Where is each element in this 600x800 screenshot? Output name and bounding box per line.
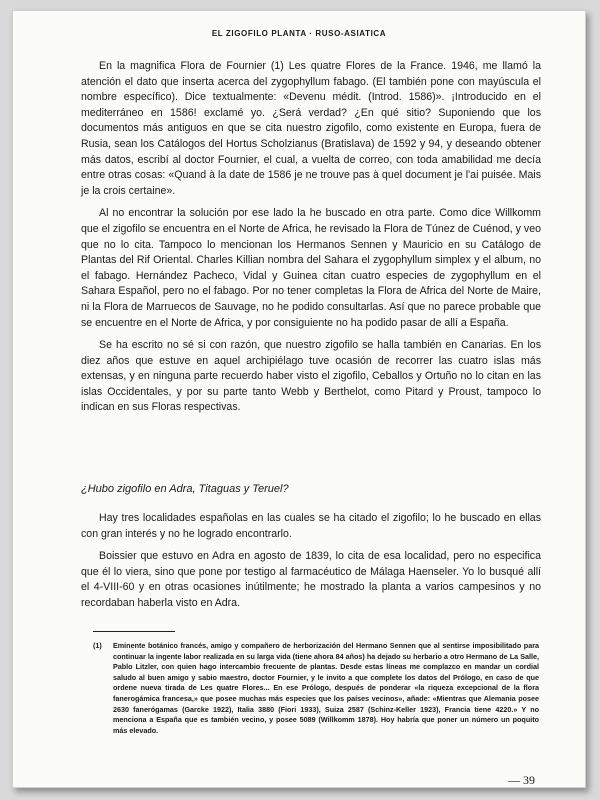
page-number: — 39 <box>508 773 535 787</box>
footnote-mark: (1) <box>93 641 102 650</box>
paragraph: Al no encontrar la solución por ese lado la he buscado en otra parte. Como dice Willkomm que el zigofilo se encuentra en el Norte de Africa, he revisado la Flora de Túnez de Cuénod, y veo que no lo cita. Tampoco lo mencionan los Hermanos Sennen y Mauricio en su Catálogo de Plantas del Rif Oriental. Charles Killian nombra del Sahara el zygophyllum simplex y el album, no el fabago. Hernández Pacheco, Vidal y Guinea citan cuatro especies de zygophyllum en el Sahara Español, pero no el fabago. Por no tener completas la Flora de Africa del Norte de Maire, ni la Flora de Marruecos de Sauvage, no he podido consultarlas. Así que no parece probable que se encuentre en el Norte de Africa, y por consiguiente no ha podido pasar de allí a España. <box>81 207 541 329</box>
footnote <box>93 641 539 736</box>
footnote-text: Eminente botánico francés, amigo y compañero de herborización del Hermano Sennen que al sentirse imposibilitado para continuar la ingente labor realizada en su larga vida (tiene ahora 84 años) ha dejado su herbario a otro Hermano de La Salle, Pablo Litzler, con quien hago intercambio frecuente de plantas. Desde estas líneas me complazco en mandar un cordial saludo al buen amigo y sabio maestro, doctor Fournier, y le invito a que complete los datos del Prólogo, en caso de que ordene nueva tirada de Les quatre Flores... En ese Prólogo, después de ponderar «la riqueza excepcional de la flora fanerogámica francesa,» que posee muchas más especies que los países vecinos», añade: «Mientras que Alemania posee 2630 fanerógamas (Garcke 1922), Italia 3880 (Fiori 1933), Suiza 2587 (Schinz-Keller 1923), Francia tiene 4220.» Y no menciona a España que es también vecino, y posee 5089 (Willkomm 1878). Hoy habría que poner un número un poquito más elevado. <box>113 641 539 735</box>
paragraph: Se ha escrito no sé si con razón, que nuestro zigofilo se halla también en Canarias. En los diez años que estuve en aquel archipiélago tuve ocasión de recorrer las cuatro islas más extensas, y en ninguna parte recuerdo haber visto el zigofilo, Ceballos y Ortuño no lo citan en las islas Occidentales, y por su parte tanto Webb y Berthelot, como Pitard y Proust, tampoco lo indican en sus Floras respectivas. <box>81 339 541 414</box>
paragraph: En la magnifica Flora de Fournier (1) Les quatre Flores de la France. 1946, me llamó la atención el dato que inserta acerca del zygophyllum fabago. (El también pone con mayúscula el nombre específico). Dice textualmente: «Devenu médit. (Introd. 1586)». ¡Introducido en el mediterráneo en 1586! exclamé yo. ¿Será verdad? ¿En qué sitio? Suponiendo que los documentos más antiguos en que se cita nuestro zigofilo, como existente en Europa, fuera de Rusia, sean los Catálogos del Hortus Scholzianus (Bratislava) de 1592 y 94, y deseando obtener más datos, escribí al doctor Fournier, el cual, a vuelta de correo, con toda amabilidad me decía entre otras cosas: «Quand à la date de 1586 je ne trouve pas à quel document je l'ai puisée. Mais je la crois certaine». <box>81 60 541 197</box>
paragraph: Boissier que estuvo en Adra en agosto de 1839, lo cita de esa localidad, pero no especifica que él lo viera, sino que pone por testigo al farmacéutico de Málaga Haenseler. Yo lo busqué allí el 4-VIII-60 y en otras ocasiones inútilmente; he mostrado la planta a varios campesinos y no recordaban haberla visto en Adra. <box>81 550 541 609</box>
section-heading: ¿Hubo zigofilo en Adra, Titaguas y Teruel? <box>81 483 289 495</box>
running-header: EL ZIGOFILO PLANTA · RUSO-ASIATICA <box>211 29 387 38</box>
paragraph: Hay tres localidades españolas en las cuales se ha citado el zigofilo; lo he buscado en ellas con gran interés y no he logrado encontrarlo. <box>81 512 541 540</box>
footnote-divider <box>93 631 175 632</box>
body-text-bottom <box>81 511 541 619</box>
body-text-top <box>81 59 541 423</box>
document-page <box>12 10 586 788</box>
